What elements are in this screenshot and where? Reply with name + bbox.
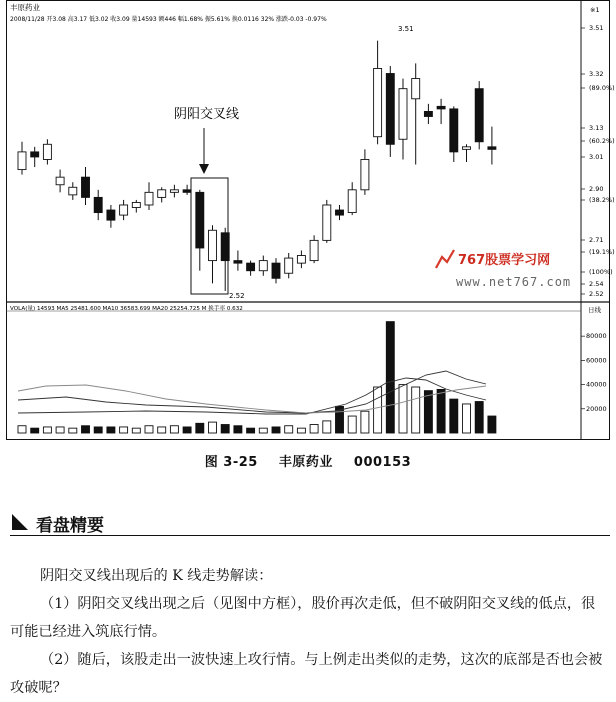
figure-stock-code: 000153 [353, 455, 412, 470]
candle-body-up [310, 240, 318, 260]
candle-body-up [399, 89, 407, 140]
axis-corner-top: ※1 [590, 6, 600, 14]
candle-body-up [285, 258, 293, 273]
volume-bar [412, 387, 420, 433]
candle-body-up [158, 190, 166, 198]
volume-tick: 20000 [586, 404, 607, 413]
candle-body-up [18, 152, 26, 170]
section-triangle-icon [12, 514, 28, 530]
volume-bar [31, 428, 39, 433]
paragraph-point-2: （2）随后，该股走出一波快速上攻行情。与上例走出类似的走势，这次的底部是否也会被攻破呢？ [10, 652, 603, 696]
candle-body-up [43, 144, 51, 159]
volume-bar [475, 402, 483, 433]
candle-body-down [424, 111, 432, 116]
candle-body-down [183, 190, 191, 193]
volume-bar [259, 428, 267, 433]
candle-body-up [209, 230, 217, 260]
volume-bar [399, 385, 407, 433]
volume-tick: 80000 [586, 332, 607, 341]
candle [323, 200, 331, 243]
candle-body-up [259, 261, 267, 271]
volume-bar [437, 389, 445, 433]
chart-frame [7, 1, 610, 440]
section-rule [10, 535, 610, 536]
volume-bar [132, 428, 140, 433]
watermark-brand: 767股票学习网 [458, 253, 551, 268]
volume-bar [56, 427, 64, 433]
volume-bar [374, 387, 382, 433]
candle-body-down [488, 147, 496, 150]
candle [386, 66, 394, 157]
high-label: 3.51 [398, 25, 414, 33]
price-tick: 3.13 [589, 124, 604, 132]
paragraph-intro: 阴阳交叉线出现后的 K 线走势解读： [40, 568, 273, 584]
candle-body-up [69, 187, 77, 195]
stock-name: 丰原药业 [10, 3, 40, 12]
price-tick: 2.90 [589, 185, 604, 193]
candle-body-up [170, 190, 178, 193]
price-tick: 3.51 [589, 24, 604, 32]
candle-body-down [82, 177, 90, 197]
price-tick: (19.1%) [589, 248, 615, 256]
candle-body-down [107, 210, 115, 220]
candle-body-up [361, 159, 369, 189]
volume-bar [221, 425, 229, 433]
volume-bar [463, 404, 471, 433]
annotation-label: 阴阳交叉线 [174, 107, 240, 122]
volume-bar [209, 422, 217, 433]
candle-body-down [386, 74, 394, 145]
volume-bar [196, 423, 204, 433]
watermark-url: www.net767.com [456, 275, 572, 289]
volume-bar [297, 428, 305, 433]
section-header [10, 510, 610, 536]
candle-body-up [297, 256, 305, 264]
candle-body-up [132, 202, 140, 207]
volume-bar [247, 428, 255, 433]
price-tick: 3.01 [589, 153, 604, 161]
candle-body-down [450, 109, 458, 152]
volume-bar [43, 427, 51, 433]
volume-bar [82, 426, 90, 433]
volume-bar [145, 426, 153, 433]
volume-bar [69, 428, 77, 433]
candle-body-up [348, 190, 356, 213]
candle-body-down [94, 197, 102, 212]
volume-tick: 60000 [586, 356, 607, 365]
candle-body-down [247, 263, 255, 271]
stock-chart [6, 0, 615, 440]
volume-bar [361, 411, 369, 433]
figure-number: 图 3-25 [204, 455, 258, 470]
candle-body-down [31, 152, 39, 157]
axis-corner-vol: 日线 [588, 306, 601, 314]
figure-caption [0, 451, 616, 470]
volume-bar [272, 427, 280, 433]
candle-body-down [234, 261, 242, 264]
volume-info: VOLA(量) 14593 MA5 25481.600 MA10 36583.699 MA20 25254.725 M 换手率 0.632 [10, 306, 243, 312]
candle-body-up [56, 177, 64, 185]
volume-bar [158, 427, 166, 433]
price-tick: 2.71 [589, 236, 604, 244]
ohlc-info: 2008/11/28 开3.08 高3.17 低3.02 收3.09 量14593 额446 幅1.68% 振5.61% 换0.0116 32% 涨跌-0.03 -0.97% [10, 16, 327, 23]
volume-bar [234, 426, 242, 433]
candle-body-up [323, 205, 331, 240]
price-tick: (100%) [589, 268, 613, 276]
candle-body-up [145, 192, 153, 205]
volume-bar [18, 426, 26, 433]
candle-body-up [374, 68, 382, 136]
candle-body-down [196, 192, 204, 248]
volume-bar [285, 426, 293, 433]
price-tick: (38.2%) [589, 196, 615, 204]
volume-tick: 40000 [586, 380, 607, 389]
price-tick: 2.54 [589, 280, 604, 288]
low-label: 2.52 [229, 292, 245, 300]
volume-bar [348, 416, 356, 433]
volume-bar [170, 426, 178, 433]
volume-bar [107, 427, 115, 433]
section-title: 看盘精要 [36, 516, 104, 536]
volume-bar [488, 416, 496, 433]
candle-body-down [336, 210, 344, 215]
volume-bar [424, 391, 432, 433]
volume-bar [323, 421, 331, 433]
volume-bar [120, 427, 128, 433]
figure-stock-name: 丰原药业 [278, 455, 333, 470]
price-tick: 2.52 [589, 290, 604, 298]
candle-body-up [463, 147, 471, 150]
volume-bar [94, 427, 102, 433]
price-tick: (89.0%) [589, 84, 615, 92]
price-tick: (60.2%) [589, 137, 615, 145]
candle-body-up [412, 79, 420, 99]
candle-body-down [272, 263, 280, 278]
volume-bar [450, 399, 458, 433]
paragraph-point-1: （1）阴阳交叉线出现之后（见图中方框），股价再次走低，但不破阴阳交叉线的低点，很可能已经进入筑底行情。 [10, 596, 596, 640]
volume-bar [310, 425, 318, 433]
candle-body-down [437, 106, 445, 109]
volume-bar [386, 322, 394, 433]
price-tick: 3.32 [589, 70, 604, 78]
candle [475, 81, 483, 149]
candle-body-down [475, 89, 483, 142]
volume-bar [183, 427, 191, 433]
candle-body-up [120, 205, 128, 215]
